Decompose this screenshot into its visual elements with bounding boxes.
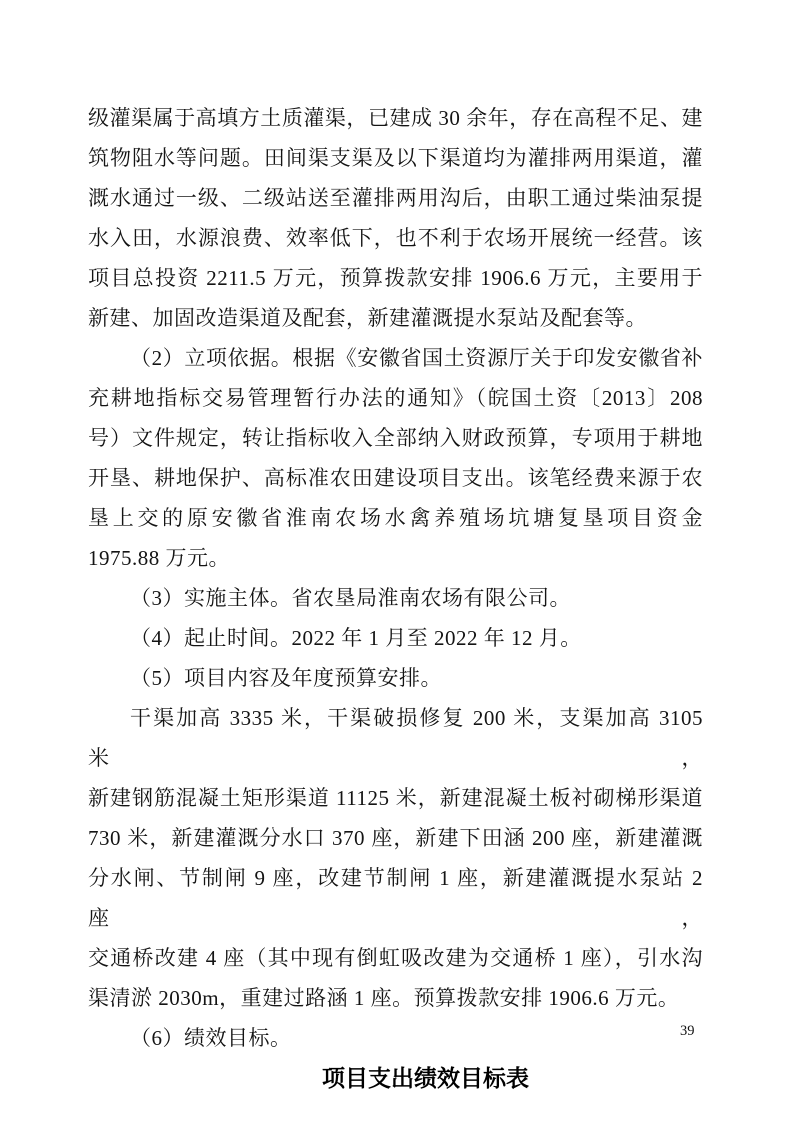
- text-line: （6）绩效目标。: [130, 1026, 292, 1050]
- text-line: 级灌渠属于高填方土质灌渠，已建成 30 余年，存在高程不足、建: [88, 106, 703, 130]
- text-line: 1975.88 万元。: [88, 546, 230, 570]
- document-body: [88, 98, 703, 1098]
- text-line: 新建钢筋混凝土矩形渠道 11125 米，新建混凝土板衬砌梯形渠道: [88, 786, 703, 810]
- text-line: 分水闸、节制闸 9 座，改建节制闸 1 座，新建灌溉提水泵站 2 座，: [88, 866, 703, 930]
- table-title: 项目支出绩效目标表: [322, 1065, 529, 1091]
- text-line: 项目总投资 2211.5 万元，预算拨款安排 1906.6 万元，主要用于: [88, 266, 703, 290]
- text-line: （2）立项依据。根据《安徽省国土资源厅关于印发安徽省补: [130, 346, 703, 370]
- text-line: 交通桥改建 4 座（其中现有倒虹吸改建为交通桥 1 座），引水沟: [88, 946, 703, 970]
- text-line: 水入田，水源浪费、效率低下，也不利于农场开展统一经营。该: [88, 226, 703, 250]
- page-number: 39: [680, 1023, 695, 1039]
- text-line: 筑物阻水等问题。田间渠支渠及以下渠道均为灌排两用渠道，灌: [88, 146, 703, 170]
- text-line: （4）起止时间。2022 年 1 月至 2022 年 12 月。: [130, 626, 582, 650]
- text-line: （5）项目内容及年度预算安排。: [130, 666, 442, 690]
- text-line: 充耕地指标交易管理暂行办法的通知》（皖国土资〔2013〕208: [88, 386, 703, 410]
- text-line: 号）文件规定，转让指标收入全部纳入财政预算，专项用于耕地: [88, 426, 703, 450]
- text-line: 开垦、耕地保护、高标准农田建设项目支出。该笔经费来源于农: [88, 466, 703, 490]
- text-line: 730 米，新建灌溉分水口 370 座，新建下田涵 200 座，新建灌溉: [88, 826, 703, 850]
- text-line: （3）实施主体。省农垦局淮南农场有限公司。: [130, 586, 571, 610]
- text-line: 新建、加固改造渠道及配套，新建灌溉提水泵站及配套等。: [88, 306, 647, 330]
- text-line: 垦上交的原安徽省淮南农场水禽养殖场坑塘复垦项目资金: [88, 506, 703, 530]
- text-line: 干渠加高 3335 米，干渠破损修复 200 米，支渠加高 3105 米，: [88, 706, 703, 770]
- text-line: 溉水通过一级、二级站送至灌排两用沟后，由职工通过柴油泵提: [88, 186, 703, 210]
- text-line: 渠清淤 2030m，重建过路涵 1 座。预算拨款安排 1906.6 万元。: [88, 986, 680, 1010]
